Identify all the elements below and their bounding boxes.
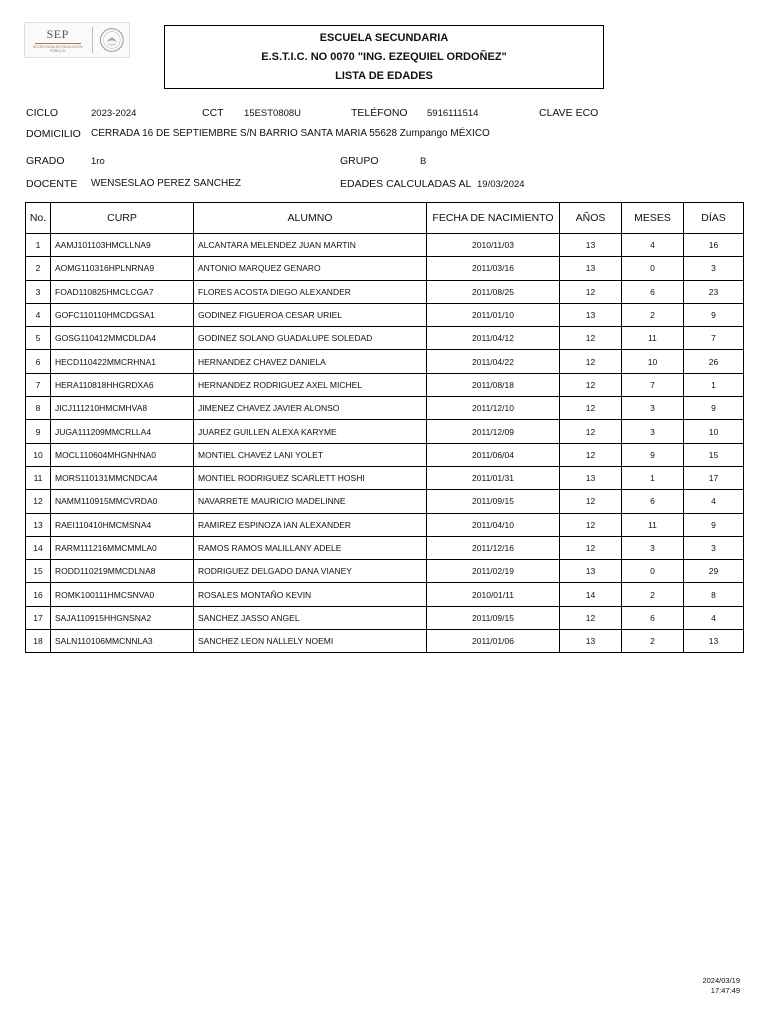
table-row [26,630,744,653]
cell-meses: 3 [622,420,684,443]
cell-curp: HECD110422MMCRHNA1 [51,350,194,373]
cell-anos: 12 [560,420,622,443]
table-row [26,583,744,606]
cell-alumno: RAMOS RAMOS MALILLANY ADELE [194,536,427,559]
cell-alumno: GODINEZ FIGUEROA CESAR URIEL [194,303,427,326]
cell-anos: 13 [560,466,622,489]
cell-dias: 9 [684,513,744,536]
cell-curp: RAEI110410HMCMSNA4 [51,513,194,536]
cell-fecha: 2011/08/18 [427,373,560,396]
cell-dias: 16 [684,234,744,257]
cell-anos: 14 [560,583,622,606]
domicilio-value: CERRADA 16 DE SEPTIEMBRE S/N BARRIO SANTA MARIA 55628 Zumpango MÉXICO [91,128,490,139]
column-header-no: No. [26,203,51,234]
cell-curp: SAJA110915HHGNSNA2 [51,606,194,629]
cell-alumno: HERNANDEZ CHAVEZ DANIELA [194,350,427,373]
cell-meses: 7 [622,373,684,396]
cell-anos: 13 [560,234,622,257]
cell-fecha: 2011/01/06 [427,630,560,653]
cell-dias: 26 [684,350,744,373]
cell-meses: 0 [622,560,684,583]
cell-anos: 13 [560,560,622,583]
column-header-fecha: FECHA DE NACIMIENTO [427,203,560,234]
sep-logo-subtitle: SECRETARÍA DE EDUCACIÓN PÚBLICA [32,45,83,53]
cell-anos: 12 [560,536,622,559]
cell-dias: 4 [684,490,744,513]
ages-table [25,202,744,653]
table-row [26,350,744,373]
cell-anos: 12 [560,280,622,303]
cell-alumno: RODRIGUEZ DELGADO DANA VIANEY [194,560,427,583]
cell-alumno: ANTONIO MARQUEZ GENARO [194,257,427,280]
cell-fecha: 2011/03/16 [427,257,560,280]
cell-fecha: 2011/01/31 [427,466,560,489]
cell-curp: NAMM110915MMCVRDA0 [51,490,194,513]
grado-value: 1ro [91,156,105,167]
cell-fecha: 2011/06/04 [427,443,560,466]
cell-meses: 10 [622,350,684,373]
cell-fecha: 2011/08/25 [427,280,560,303]
cell-no: 12 [26,490,51,513]
domicilio-label: DOMICILIO [26,128,81,140]
column-header-dias: DÍAS [684,203,744,234]
cell-dias: 23 [684,280,744,303]
cell-no: 14 [26,536,51,559]
cell-dias: 3 [684,536,744,559]
cell-alumno: ALCANTARA MELENDEZ JUAN MARTIN [194,234,427,257]
cell-meses: 6 [622,606,684,629]
cell-alumno: NAVARRETE MAURICIO MADELINNE [194,490,427,513]
cell-alumno: HERNANDEZ RODRIGUEZ AXEL MICHEL [194,373,427,396]
cell-dias: 17 [684,466,744,489]
cell-dias: 13 [684,630,744,653]
school-name: E.S.T.I.C. NO 0070 "ING. EZEQUIEL ORDOÑEZ" [261,50,507,63]
cell-dias: 29 [684,560,744,583]
cell-fecha: 2011/09/15 [427,490,560,513]
cell-no: 3 [26,280,51,303]
cell-fecha: 2011/12/09 [427,420,560,443]
cell-anos: 13 [560,630,622,653]
cell-fecha: 2011/04/12 [427,327,560,350]
cell-no: 2 [26,257,51,280]
table-row [26,606,744,629]
docente-label: DOCENTE [26,178,78,190]
cell-fecha: 2011/04/22 [427,350,560,373]
cell-alumno: MONTIEL RODRIGUEZ SCARLETT HOSHI [194,466,427,489]
cell-curp: GOSG110412MMCDLDA4 [51,327,194,350]
cell-no: 8 [26,397,51,420]
table-row [26,466,744,489]
sep-logo-text [29,27,86,53]
cell-dias: 1 [684,373,744,396]
table-row [26,234,744,257]
cell-alumno: GODINEZ SOLANO GUADALUPE SOLEDAD [194,327,427,350]
cell-meses: 11 [622,327,684,350]
sep-logo-label: SEP [46,27,69,41]
cell-dias: 7 [684,327,744,350]
cell-no: 1 [26,234,51,257]
cell-alumno: SANCHEZ JASSO ANGEL [194,606,427,629]
print-timestamp [702,976,740,996]
cell-meses: 3 [622,536,684,559]
cell-no: 17 [26,606,51,629]
cell-meses: 2 [622,630,684,653]
table-row [26,303,744,326]
edades-calculadas-label: EDADES CALCULADAS AL [340,178,472,190]
cell-curp: AAMJ101103HMCLLNA9 [51,234,194,257]
cell-no: 13 [26,513,51,536]
telefono-label: TELÉFONO [351,107,408,119]
cell-meses: 2 [622,583,684,606]
cell-alumno: MONTIEL CHAVEZ LANI YOLET [194,443,427,466]
cell-no: 10 [26,443,51,466]
grupo-value: B [420,156,427,167]
cell-alumno: SANCHEZ LEON NALLELY NOEMI [194,630,427,653]
cell-meses: 0 [622,257,684,280]
cell-dias: 3 [684,257,744,280]
column-header-curp: CURP [51,203,194,234]
national-crest-icon [99,27,125,53]
table-row [26,397,744,420]
cell-no: 16 [26,583,51,606]
table-row [26,536,744,559]
table-row [26,373,744,396]
cell-alumno: ROSALES MONTAÑO KEVIN [194,583,427,606]
cell-dias: 9 [684,303,744,326]
cell-curp: JUGA111209MMCRLLA4 [51,420,194,443]
grupo-label: GRUPO [340,155,379,167]
grado-label: GRADO [26,155,65,167]
cell-no: 11 [26,466,51,489]
sep-logo [24,22,130,58]
cell-no: 15 [26,560,51,583]
cell-anos: 12 [560,350,622,373]
print-date: 2024/03/19 [702,976,740,985]
table-header-row [26,203,744,234]
cell-alumno: JUAREZ GUILLEN ALEXA KARYME [194,420,427,443]
cell-meses: 6 [622,280,684,303]
logo-divider [92,27,93,53]
cct-label: CCT [202,107,224,119]
cell-fecha: 2011/09/15 [427,606,560,629]
cell-curp: MORS110131MMCNDCA4 [51,466,194,489]
cell-fecha: 2011/01/10 [427,303,560,326]
cell-meses: 11 [622,513,684,536]
cell-curp: SALN110106MMCNNLA3 [51,630,194,653]
cell-dias: 9 [684,397,744,420]
cell-curp: ROMK100111HMCSNVA0 [51,583,194,606]
cell-anos: 12 [560,373,622,396]
cell-meses: 4 [622,234,684,257]
ciclo-label: CICLO [26,107,59,119]
cell-meses: 2 [622,303,684,326]
table-row [26,443,744,466]
cell-anos: 12 [560,606,622,629]
cell-alumno: FLORES ACOSTA DIEGO ALEXANDER [194,280,427,303]
cell-no: 5 [26,327,51,350]
cell-dias: 4 [684,606,744,629]
cell-meses: 6 [622,490,684,513]
column-header-anos: AÑOS [560,203,622,234]
clave-eco-label: CLAVE ECO [539,107,599,119]
cell-no: 18 [26,630,51,653]
cell-alumno: JIMENEZ CHAVEZ JAVIER ALONSO [194,397,427,420]
cell-no: 7 [26,373,51,396]
table-row [26,560,744,583]
table-row [26,280,744,303]
cell-no: 4 [26,303,51,326]
print-time: 17:47:49 [710,986,740,995]
cell-dias: 8 [684,583,744,606]
cell-fecha: 2011/04/10 [427,513,560,536]
cell-anos: 13 [560,257,622,280]
cell-meses: 3 [622,397,684,420]
cell-fecha: 2010/11/03 [427,234,560,257]
document-header [164,25,604,89]
column-header-alumno: ALUMNO [194,203,427,234]
cell-anos: 12 [560,327,622,350]
cell-no: 9 [26,420,51,443]
column-header-meses: MESES [622,203,684,234]
cell-fecha: 2010/01/11 [427,583,560,606]
cell-fecha: 2011/12/16 [427,536,560,559]
cell-curp: RARM111216MMCMMLA0 [51,536,194,559]
table-row [26,257,744,280]
table-row [26,327,744,350]
cell-anos: 12 [560,443,622,466]
school-type: ESCUELA SECUNDARIA [319,31,449,44]
cell-curp: FOAD110825HMCLCGA7 [51,280,194,303]
table-row [26,420,744,443]
cell-meses: 1 [622,466,684,489]
edades-calculadas-value: 19/03/2024 [477,179,525,190]
table-row [26,513,744,536]
table-row [26,490,744,513]
cell-curp: AOMG110316HPLNRNA9 [51,257,194,280]
cell-curp: MOCL110604MHGNHNA0 [51,443,194,466]
cell-curp: RODD110219MMCDLNA8 [51,560,194,583]
telefono-value: 5916111514 [427,108,479,119]
cell-dias: 10 [684,420,744,443]
table-body [26,234,744,653]
cell-no: 6 [26,350,51,373]
cell-meses: 9 [622,443,684,466]
document-title: LISTA DE EDADES [335,70,433,83]
docente-value: WENSESLAO PEREZ SANCHEZ [91,178,242,189]
cct-value: 15EST0808U [244,108,302,119]
cell-anos: 12 [560,490,622,513]
cell-anos: 13 [560,303,622,326]
cell-alumno: RAMIREZ ESPINOZA IAN ALEXANDER [194,513,427,536]
cell-curp: HERA110818HHGRDXA6 [51,373,194,396]
cell-anos: 12 [560,513,622,536]
cell-curp: JICJ111210HMCMHVA8 [51,397,194,420]
cell-curp: GOFC110110HMCDGSA1 [51,303,194,326]
cell-anos: 12 [560,397,622,420]
ciclo-value: 2023-2024 [91,108,137,119]
cell-fecha: 2011/12/10 [427,397,560,420]
sep-logo-rule [35,43,81,44]
cell-dias: 15 [684,443,744,466]
cell-fecha: 2011/02/19 [427,560,560,583]
